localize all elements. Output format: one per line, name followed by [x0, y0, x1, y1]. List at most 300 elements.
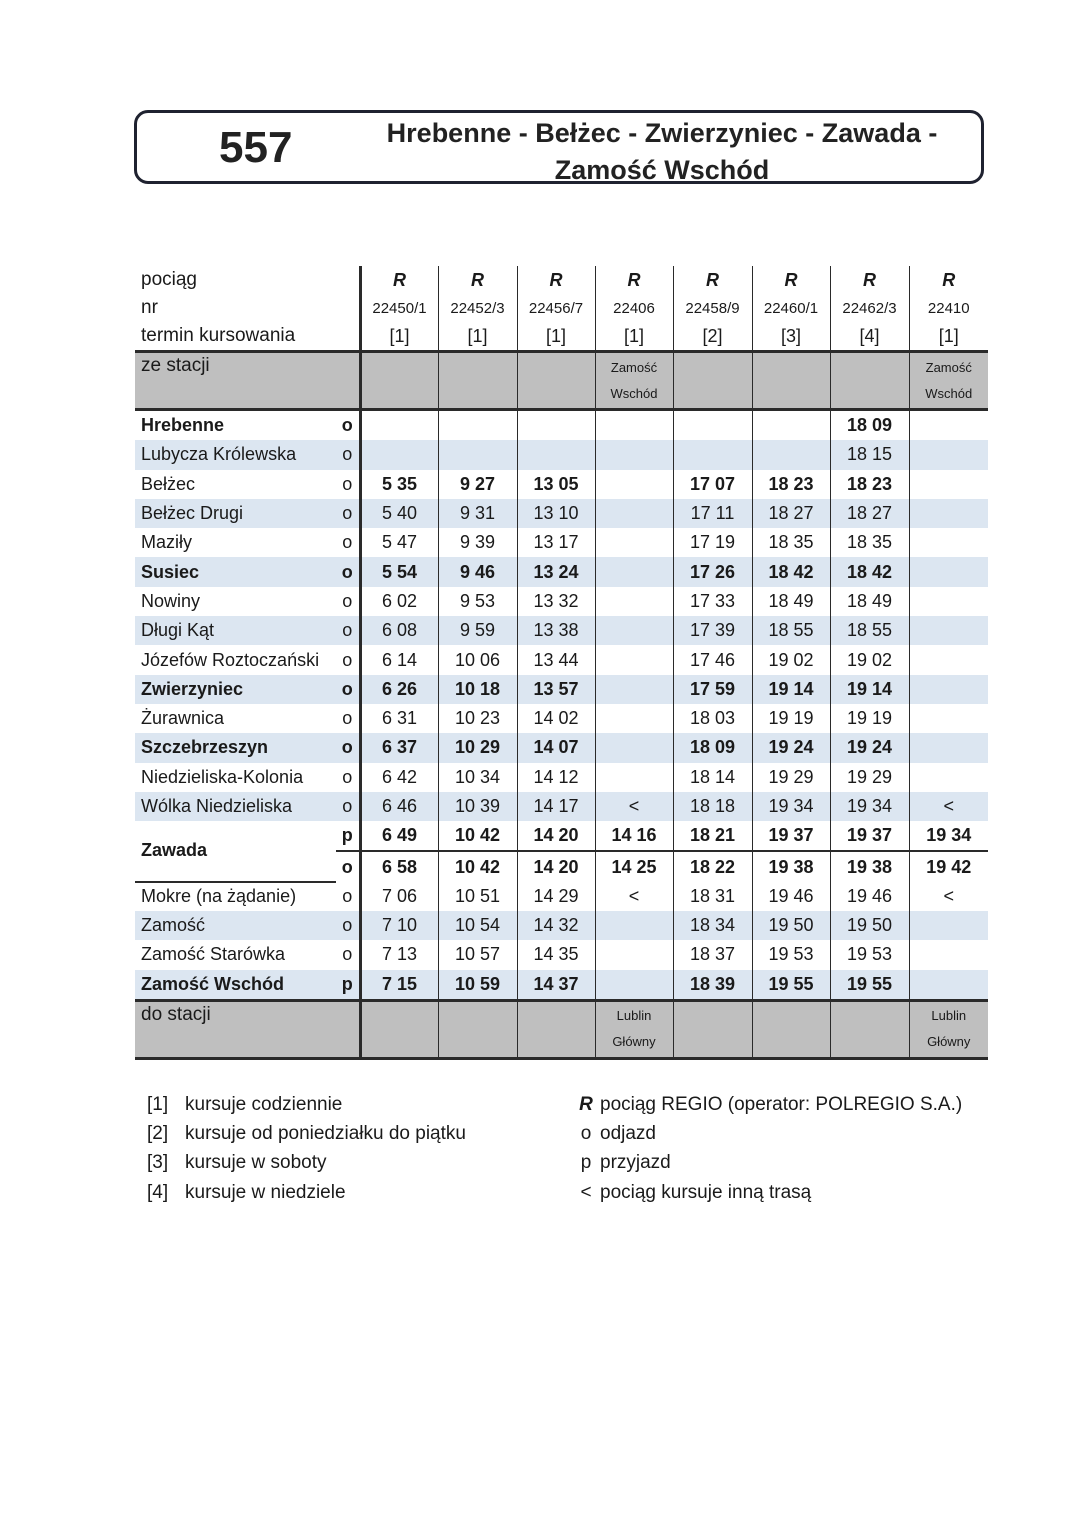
time-cell — [595, 675, 673, 704]
legend-text: pociąg kursuje inną trasą — [600, 1181, 812, 1203]
time-cell: 6 37 — [360, 733, 438, 762]
time-cell: 18 09 — [830, 410, 909, 441]
time-cell: 6 14 — [360, 645, 438, 674]
station-name: Bełżec — [141, 473, 196, 494]
time-cell: 18 21 — [673, 821, 752, 851]
schedule-term: [1] — [517, 322, 595, 352]
time-cell: 18 42 — [752, 557, 830, 586]
time-cell: 17 07 — [673, 470, 752, 499]
arr-dep-marker: o — [342, 473, 353, 494]
stop-row — [135, 470, 988, 499]
legend-item — [147, 1149, 466, 1178]
time-cell: 14 16 — [595, 821, 673, 851]
schedule-term: [1] — [909, 322, 988, 352]
time-cell — [909, 704, 988, 733]
to-station-row-label: do stacji — [135, 1000, 360, 1058]
train-category: R — [909, 266, 988, 294]
route-header-box — [134, 110, 984, 184]
from-station-row — [135, 352, 988, 410]
time-cell: 6 42 — [360, 763, 438, 792]
time-cell: 10 23 — [438, 704, 517, 733]
station-name: Lubycza Królewska — [135, 440, 336, 469]
station-name-line-1: Lublin — [931, 1008, 967, 1024]
arr-dep-marker: p — [336, 821, 360, 851]
time-cell: 18 22 — [673, 851, 752, 881]
arr-dep-marker: o — [336, 557, 360, 586]
station-name: Niedzieliska-Kolonia — [141, 766, 304, 787]
arr-dep-marker: o — [342, 766, 353, 787]
time-cell: 14 12 — [517, 763, 595, 792]
to-station-row-cell — [673, 1000, 752, 1058]
time-cell: 9 53 — [438, 587, 517, 616]
time-cell: 13 05 — [517, 470, 595, 499]
legend-schedule-terms — [147, 1090, 466, 1207]
from-station-row-cell — [438, 352, 517, 410]
time-cell — [909, 733, 988, 762]
legend-key: [4] — [147, 1181, 169, 1203]
stop-row — [135, 499, 988, 528]
stop-row — [135, 911, 988, 940]
time-cell: 14 35 — [517, 940, 595, 969]
stop-row — [135, 763, 988, 792]
time-cell: 19 14 — [830, 675, 909, 704]
time-cell: < — [909, 882, 988, 911]
legend-item — [147, 1119, 466, 1148]
legend-item — [147, 1090, 466, 1119]
stop-row — [135, 557, 988, 586]
time-cell: 14 29 — [517, 882, 595, 911]
time-cell: 14 37 — [517, 970, 595, 1001]
time-cell: 9 31 — [438, 499, 517, 528]
time-cell — [909, 587, 988, 616]
time-cell: 14 17 — [517, 792, 595, 821]
legend-key: o — [580, 1122, 592, 1144]
time-cell: 19 34 — [830, 792, 909, 821]
from-station-row-cell — [909, 352, 988, 410]
train-number: 22450/1 — [360, 294, 438, 322]
time-cell — [517, 410, 595, 441]
time-cell — [595, 645, 673, 674]
time-cell: 19 50 — [830, 911, 909, 940]
legend-key: < — [580, 1181, 592, 1203]
header-row-nr — [135, 294, 988, 322]
time-cell: 19 53 — [830, 940, 909, 969]
timetable — [135, 266, 988, 1060]
time-cell: 17 26 — [673, 557, 752, 586]
arr-dep-marker: o — [342, 649, 353, 670]
legend-text: przyjazd — [600, 1152, 671, 1174]
time-cell: 18 35 — [830, 528, 909, 557]
station-name-line-2: Wschód — [610, 385, 658, 401]
from-station-row-cell — [517, 352, 595, 410]
train-number: 22458/9 — [673, 294, 752, 322]
route-name-line-2: Zamość Wschód — [554, 155, 770, 185]
schedule-term: [1] — [360, 322, 438, 352]
time-cell: 14 02 — [517, 704, 595, 733]
time-cell: 10 29 — [438, 733, 517, 762]
time-cell — [595, 704, 673, 733]
time-cell: 19 14 — [752, 675, 830, 704]
time-cell: 18 35 — [752, 528, 830, 557]
time-cell: < — [595, 792, 673, 821]
station-name: Wólka Niedzieliska — [135, 792, 336, 821]
time-cell: 10 59 — [438, 970, 517, 1001]
station-name: Zamość — [135, 911, 336, 940]
train-category: R — [595, 266, 673, 294]
time-cell: 10 51 — [438, 882, 517, 911]
legend-item — [147, 1178, 466, 1207]
train-category: R — [830, 266, 909, 294]
time-cell: 6 02 — [360, 587, 438, 616]
legend-text: odjazd — [600, 1122, 656, 1144]
time-cell: 19 38 — [752, 851, 830, 881]
stop-row — [135, 792, 988, 821]
time-cell — [595, 733, 673, 762]
from-station-row-cell — [360, 352, 438, 410]
stop-row — [135, 645, 988, 674]
time-cell: 19 29 — [830, 763, 909, 792]
time-cell: 14 07 — [517, 733, 595, 762]
time-cell: 18 09 — [673, 733, 752, 762]
station-name: Nowiny — [141, 590, 201, 611]
from-station-row-label: ze stacji — [135, 352, 360, 410]
header-label-term: termin kursowania — [135, 322, 360, 352]
time-cell: 9 27 — [438, 470, 517, 499]
time-cell: 19 46 — [752, 882, 830, 911]
header-label-cat: pociąg — [141, 269, 197, 290]
to-station-row-cell — [360, 1000, 438, 1058]
station-name-line-2: Główny — [612, 1034, 656, 1050]
schedule-term: [4] — [830, 322, 909, 352]
train-number: 22452/3 — [438, 294, 517, 322]
station-name: Szczebrzeszyn — [135, 733, 336, 762]
time-cell: 5 35 — [360, 470, 438, 499]
to-station-row-cell — [909, 1000, 988, 1058]
time-cell: 6 08 — [360, 616, 438, 645]
schedule-term: [1] — [438, 322, 517, 352]
arr-dep-marker: o — [342, 944, 353, 965]
stop-row — [135, 882, 988, 911]
time-cell: 10 39 — [438, 792, 517, 821]
time-cell — [595, 499, 673, 528]
train-number: 22456/7 — [517, 294, 595, 322]
schedule-term: [3] — [752, 322, 830, 352]
time-cell: 18 34 — [673, 911, 752, 940]
legend-text: kursuje w soboty — [185, 1152, 327, 1174]
time-cell: 7 10 — [360, 911, 438, 940]
arr-dep-marker: o — [342, 532, 353, 553]
time-cell: 14 25 — [595, 851, 673, 881]
time-cell: 19 02 — [752, 645, 830, 674]
time-cell: 18 39 — [673, 970, 752, 1001]
time-cell — [595, 616, 673, 645]
time-cell: 6 26 — [360, 675, 438, 704]
time-cell — [909, 911, 988, 940]
time-cell — [909, 410, 988, 441]
time-cell: 19 46 — [830, 882, 909, 911]
time-cell — [517, 440, 595, 469]
time-cell: 19 53 — [752, 940, 830, 969]
station-name: Zwierzyniec — [135, 675, 336, 704]
station-name: Zamość Wschód — [135, 970, 336, 1001]
stop-row — [135, 587, 988, 616]
time-cell: 18 15 — [830, 440, 909, 469]
time-cell: 18 23 — [752, 470, 830, 499]
time-cell: 18 27 — [752, 499, 830, 528]
time-cell: < — [909, 792, 988, 821]
time-cell — [595, 470, 673, 499]
from-station-row-cell — [595, 352, 673, 410]
from-station-row-cell — [752, 352, 830, 410]
station-name: Zawada — [135, 821, 336, 882]
legend-item — [572, 1119, 962, 1148]
header-label-nr: nr — [141, 297, 158, 318]
arr-dep-marker: o — [336, 675, 360, 704]
station-name-line-1: Zamość — [610, 359, 658, 375]
time-cell — [595, 410, 673, 441]
stop-row — [135, 821, 988, 851]
header-row-term — [135, 322, 988, 352]
time-cell: 6 46 — [360, 792, 438, 821]
time-cell — [595, 440, 673, 469]
time-cell: 6 31 — [360, 704, 438, 733]
time-cell: 6 58 — [360, 851, 438, 881]
time-cell: 5 40 — [360, 499, 438, 528]
time-cell: 19 24 — [830, 733, 909, 762]
route-name — [337, 115, 987, 189]
arr-dep-marker: o — [342, 708, 353, 729]
station-name: Maziły — [141, 532, 193, 553]
to-station-row-cell — [830, 1000, 909, 1058]
time-cell: 18 49 — [830, 587, 909, 616]
to-station-row-cell — [438, 1000, 517, 1058]
time-cell: 19 38 — [830, 851, 909, 881]
time-cell — [909, 970, 988, 1001]
station-name: Susiec — [135, 557, 336, 586]
time-cell: 14 32 — [517, 911, 595, 940]
time-cell: 19 34 — [752, 792, 830, 821]
legend-item — [572, 1149, 962, 1178]
stop-row — [135, 440, 988, 469]
train-category: R — [673, 266, 752, 294]
time-cell: 18 49 — [752, 587, 830, 616]
time-cell: 10 42 — [438, 821, 517, 851]
time-cell — [909, 528, 988, 557]
time-cell: 18 18 — [673, 792, 752, 821]
time-cell — [595, 940, 673, 969]
station-name: Hrebenne — [141, 415, 225, 436]
time-cell — [909, 440, 988, 469]
time-cell: 19 55 — [752, 970, 830, 1001]
time-cell: 10 34 — [438, 763, 517, 792]
time-cell: 19 02 — [830, 645, 909, 674]
time-cell: 17 46 — [673, 645, 752, 674]
arr-dep-marker: o — [336, 792, 360, 821]
time-cell: < — [595, 882, 673, 911]
time-cell: 19 37 — [752, 821, 830, 851]
arr-dep-marker: o — [341, 415, 353, 436]
legend-text: kursuje od poniedziałku do piątku — [185, 1122, 466, 1144]
time-cell: 7 15 — [360, 970, 438, 1001]
to-station-row-cell — [595, 1000, 673, 1058]
time-cell: 13 10 — [517, 499, 595, 528]
station-name: Bełżec Drugi — [135, 499, 336, 528]
time-cell: 6 49 — [360, 821, 438, 851]
time-cell: 10 06 — [438, 645, 517, 674]
train-category: R — [438, 266, 517, 294]
train-category: R — [517, 266, 595, 294]
to-station-row-cell — [752, 1000, 830, 1058]
schedule-term: [2] — [673, 322, 752, 352]
time-cell: 13 17 — [517, 528, 595, 557]
stop-row — [135, 940, 988, 969]
time-cell: 17 19 — [673, 528, 752, 557]
time-cell: 17 11 — [673, 499, 752, 528]
train-number: 22406 — [595, 294, 673, 322]
time-cell: 13 38 — [517, 616, 595, 645]
arr-dep-marker: o — [336, 911, 360, 940]
arr-dep-marker: o — [336, 499, 360, 528]
time-cell — [673, 410, 752, 441]
legend-item — [572, 1178, 962, 1207]
legend-text: kursuje codziennie — [185, 1093, 343, 1115]
time-cell — [360, 410, 438, 441]
stop-row — [135, 704, 988, 733]
time-cell — [360, 440, 438, 469]
time-cell: 18 23 — [830, 470, 909, 499]
time-cell — [595, 557, 673, 586]
train-number: 22410 — [909, 294, 988, 322]
time-cell: 5 47 — [360, 528, 438, 557]
time-cell: 14 20 — [517, 821, 595, 851]
time-cell — [595, 528, 673, 557]
time-cell: 19 34 — [909, 821, 988, 851]
from-station-row-cell — [673, 352, 752, 410]
time-cell: 18 55 — [752, 616, 830, 645]
station-name: Zamość Starówka — [141, 944, 286, 965]
time-cell: 7 06 — [360, 882, 438, 911]
time-cell: 18 42 — [830, 557, 909, 586]
time-cell: 19 37 — [830, 821, 909, 851]
time-cell: 17 39 — [673, 616, 752, 645]
train-category: R — [752, 266, 830, 294]
station-name: Mokre (na żądanie) — [141, 886, 297, 907]
time-cell — [909, 763, 988, 792]
schedule-term: [1] — [595, 322, 673, 352]
legend-key: [3] — [147, 1152, 169, 1174]
legend-key: [1] — [147, 1093, 169, 1115]
time-cell: 13 24 — [517, 557, 595, 586]
time-cell: 9 59 — [438, 616, 517, 645]
time-cell: 18 31 — [673, 882, 752, 911]
to-station-row-cell — [517, 1000, 595, 1058]
station-name: Długi Kąt — [135, 616, 336, 645]
time-cell — [595, 587, 673, 616]
time-cell — [909, 645, 988, 674]
time-cell: 10 42 — [438, 851, 517, 881]
time-cell — [909, 675, 988, 704]
time-cell — [909, 470, 988, 499]
train-category: R — [360, 266, 438, 294]
route-name-line-1: Hrebenne - Bełżec - Zwierzyniec - Zawada - — [386, 118, 938, 148]
header-row-cat — [135, 266, 988, 294]
stop-row — [135, 675, 988, 704]
station-name-line-1: Zamość — [925, 359, 972, 375]
stop-row — [135, 970, 988, 1001]
time-cell: 13 32 — [517, 587, 595, 616]
route-number: 557 — [219, 123, 293, 172]
time-cell — [909, 940, 988, 969]
legend-symbols — [572, 1090, 962, 1207]
time-cell: 17 59 — [673, 675, 752, 704]
time-cell — [909, 557, 988, 586]
time-cell: 5 54 — [360, 557, 438, 586]
time-cell: 18 37 — [673, 940, 752, 969]
time-cell: 19 55 — [830, 970, 909, 1001]
time-cell: 9 39 — [438, 528, 517, 557]
time-cell — [752, 440, 830, 469]
time-cell — [909, 499, 988, 528]
time-cell: 18 14 — [673, 763, 752, 792]
time-cell: 7 13 — [360, 940, 438, 969]
time-cell: 19 24 — [752, 733, 830, 762]
stop-row — [135, 528, 988, 557]
station-name: Józefów Roztoczański — [141, 649, 320, 670]
from-station-row-cell — [830, 352, 909, 410]
legend-key: p — [580, 1152, 592, 1174]
arr-dep-marker: o — [336, 616, 360, 645]
legend-text: pociąg REGIO (operator: POLREGIO S.A.) — [600, 1093, 963, 1115]
time-cell: 19 42 — [909, 851, 988, 881]
time-cell: 13 57 — [517, 675, 595, 704]
arr-dep-marker: o — [342, 885, 353, 906]
station-name-line-2: Główny — [927, 1034, 971, 1050]
time-cell — [595, 970, 673, 1001]
train-number: 22462/3 — [830, 294, 909, 322]
station-name-line-2: Wschód — [925, 385, 973, 401]
time-cell — [438, 440, 517, 469]
arr-dep-marker: o — [336, 733, 360, 762]
to-station-row — [135, 1000, 988, 1058]
time-cell: 10 54 — [438, 911, 517, 940]
arr-dep-marker: o — [336, 440, 360, 469]
legend-item — [572, 1090, 962, 1119]
time-cell — [595, 763, 673, 792]
stop-row — [135, 410, 988, 441]
time-cell: 9 46 — [438, 557, 517, 586]
train-number: 22460/1 — [752, 294, 830, 322]
time-cell — [595, 911, 673, 940]
time-cell — [909, 616, 988, 645]
time-cell: 14 20 — [517, 851, 595, 881]
stop-row — [135, 733, 988, 762]
time-cell — [673, 440, 752, 469]
stop-row — [135, 616, 988, 645]
time-cell — [752, 410, 830, 441]
arr-dep-marker: p — [336, 970, 360, 1001]
time-cell: 13 44 — [517, 645, 595, 674]
time-cell: 18 27 — [830, 499, 909, 528]
legend-text: kursuje w niedziele — [185, 1181, 346, 1203]
legend-key: [2] — [147, 1122, 169, 1144]
time-cell — [438, 410, 517, 441]
time-cell: 19 50 — [752, 911, 830, 940]
legend-key: R — [579, 1093, 593, 1115]
time-cell: 19 19 — [830, 704, 909, 733]
time-cell: 18 03 — [673, 704, 752, 733]
time-cell: 17 33 — [673, 587, 752, 616]
time-cell: 18 55 — [830, 616, 909, 645]
